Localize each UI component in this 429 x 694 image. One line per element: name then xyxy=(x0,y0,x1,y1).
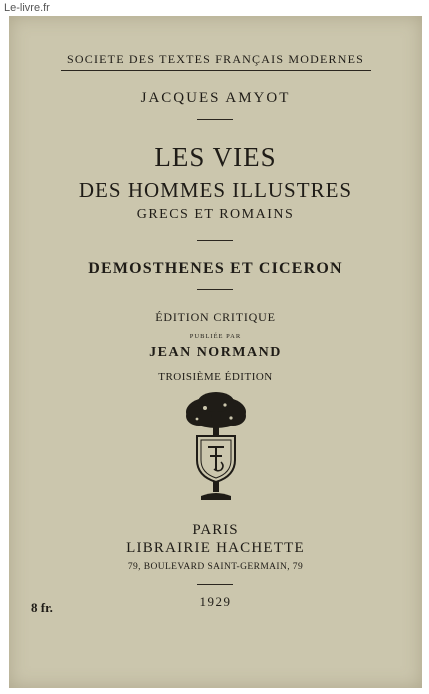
series-title: SOCIETE DES TEXTES FRANÇAIS MODERNES xyxy=(67,52,364,66)
address-rule xyxy=(197,584,233,585)
editor-name: JEAN NORMAND xyxy=(149,345,282,360)
author-rule xyxy=(197,119,233,120)
author-name: JACQUES AMYOT xyxy=(140,90,291,106)
title-line-2: DES HOMMES ILLUSTRES xyxy=(78,178,353,202)
work-rule xyxy=(197,289,233,290)
publisher-city: PARIS xyxy=(192,522,239,538)
edition-number: TROISIÈME ÉDITION xyxy=(158,371,273,383)
title-line-3: GRECS ET ROMAINS xyxy=(136,207,295,222)
publisher-name: LIBRAIRIE HACHETTE xyxy=(126,540,305,556)
edition-type: ÉDITION CRITIQUE xyxy=(155,310,276,324)
title-rule xyxy=(197,240,233,241)
title-line-1: LES VIES xyxy=(154,142,277,172)
work-title: DEMOSTHENES ET CICERON xyxy=(88,260,343,277)
publication-year: 1929 xyxy=(199,594,232,609)
publisher-address: 79, BOULEVARD SAINT-GERMAIN, 79 xyxy=(127,562,304,572)
tree-shield-emblem-icon xyxy=(181,390,251,506)
published-by-label: PUBLIÉE PAR xyxy=(189,333,242,340)
price-label: 8 fr. xyxy=(31,600,53,615)
watermark-text: Le-livre.fr xyxy=(4,2,50,14)
series-rule xyxy=(61,70,371,71)
book-cover xyxy=(9,16,422,688)
